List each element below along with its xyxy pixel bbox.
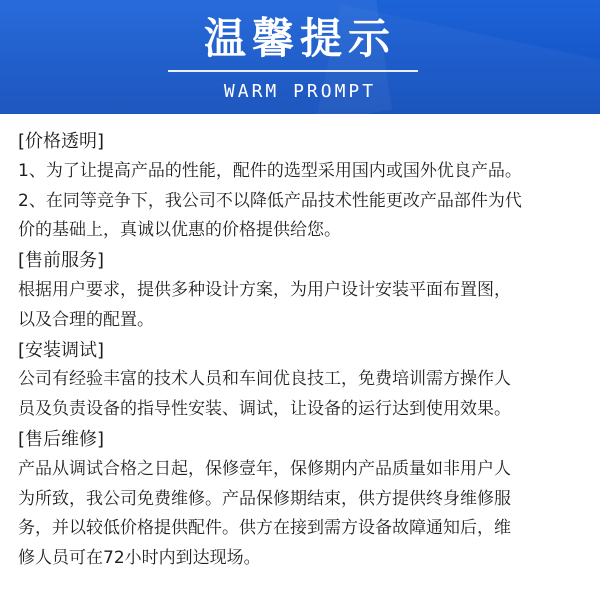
section-line: 为所致，我公司免费维修。产品保修期结束，供方提供终身维修服 xyxy=(18,488,511,509)
section-line: 产品从调试合格之日起，保修壹年，保修期内产品质量如非用户人 xyxy=(18,458,511,479)
section-title-installation-commissioning: [安装调试] xyxy=(18,339,105,361)
section-line: 务，并以较低价格提供配件。供方在接到需方设备故障通知后，维 xyxy=(18,518,511,539)
prompt-content xyxy=(18,127,586,574)
title-divider xyxy=(168,70,418,72)
section-after-sales-repair xyxy=(18,425,586,574)
header-banner xyxy=(0,0,600,114)
section-installation-commissioning xyxy=(18,336,586,425)
section-title-pre-sales-service: [售前服务] xyxy=(18,250,105,272)
section-line: 公司有经验丰富的技术人员和车间优良技工，免费培训需方操作人 xyxy=(18,369,511,390)
section-line: 员及负责设备的指导性安装、调试，让设备的运行达到使用效果。 xyxy=(18,399,511,420)
page-subtitle: WARM PROMPT xyxy=(223,81,377,102)
page-title: 温馨提示 xyxy=(203,14,396,63)
section-line: 修人员可在72小时内到达现场。 xyxy=(18,548,261,569)
section-line: 价的基础上，真诚以优惠的价格提供给您。 xyxy=(18,220,341,241)
section-pre-sales-service xyxy=(18,246,586,335)
section-line: 2、在同等竞争下，我公司不以降低产品技术性能更改产品部件为代 xyxy=(18,190,522,211)
section-line: 以及合理的配置。 xyxy=(18,309,154,330)
section-line: 1、为了让提高产品的性能，配件的选型采用国内或国外优良产品。 xyxy=(18,160,522,181)
section-title-price-transparency: [价格透明] xyxy=(18,131,105,152)
section-price-transparency xyxy=(18,127,586,246)
section-title-after-sales-repair: [售后维修] xyxy=(18,428,105,450)
section-line: 根据用户要求，提供多种设计方案，为用户设计安装平面布置图， xyxy=(18,279,511,300)
